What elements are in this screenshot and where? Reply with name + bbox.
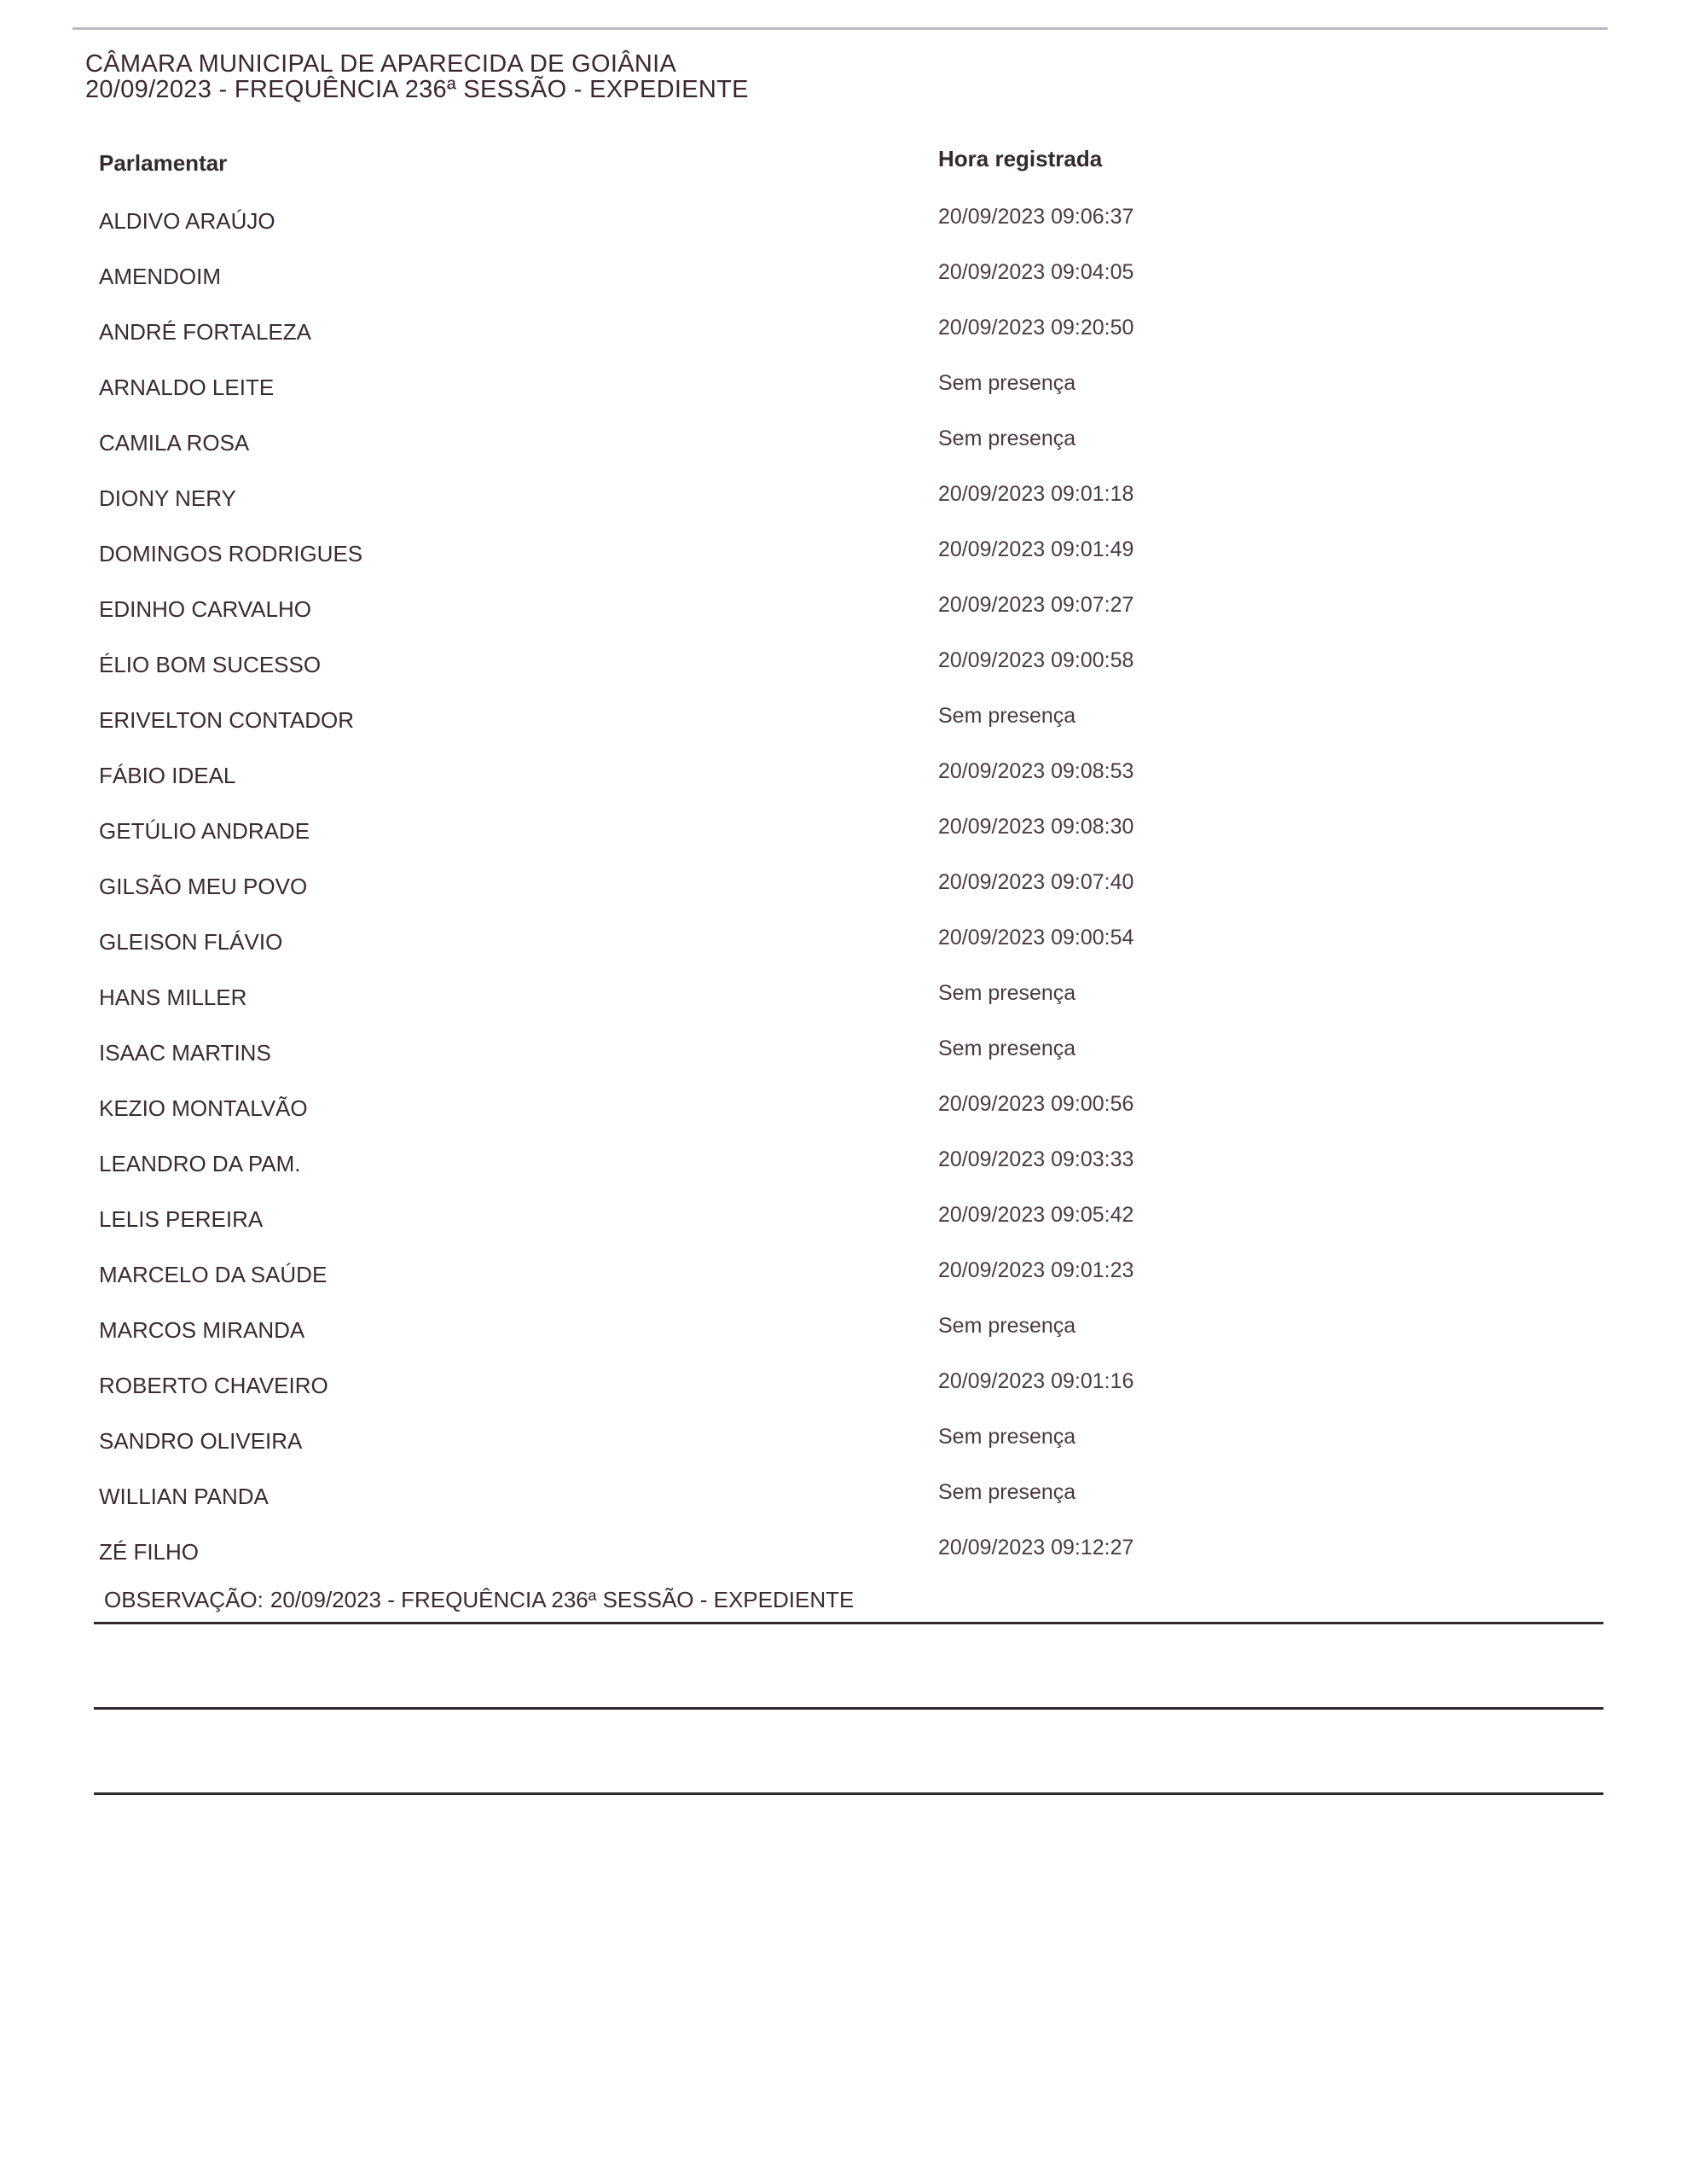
parlamentar-name: CAMILA ROSA [99, 430, 250, 456]
parlamentar-name: FÁBIO IDEAL [99, 763, 236, 788]
table-row [0, 1037, 1687, 1074]
column-header-hora: Hora registrada [938, 146, 1103, 171]
observation-label: OBSERVAÇÃO: [104, 1587, 264, 1612]
table-row [0, 815, 1687, 852]
parlamentar-name: ZÉ FILHO [99, 1539, 200, 1565]
table-row [0, 1147, 1687, 1185]
registered-time: 20/09/2023 09:00:58 [938, 648, 1134, 672]
parlamentar-name: ROBERTO CHAVEIRO [99, 1373, 328, 1398]
table-row [0, 648, 1687, 686]
parlamentar-name: KEZIO MONTALVÃO [99, 1095, 308, 1121]
parlamentar-name: WILLIAN PANDA [99, 1484, 269, 1509]
registered-time: 20/09/2023 09:04:05 [938, 260, 1134, 284]
observation-text: 20/09/2023 - FREQUÊNCIA 236ª SESSÃO - EXPEDIENTE [270, 1587, 855, 1612]
parlamentar-name: ANDRÉ FORTALEZA [99, 319, 311, 345]
document-header [85, 51, 749, 102]
parlamentar-name: GLEISON FLÁVIO [99, 929, 283, 955]
registered-time: Sem presença [938, 371, 1076, 395]
registered-time: 20/09/2023 09:01:18 [938, 482, 1134, 506]
parlamentar-name: HANS MILLER [99, 985, 247, 1010]
table-row [0, 537, 1687, 575]
table-row [0, 1425, 1687, 1462]
table-row [0, 260, 1687, 298]
parlamentar-name: DIONY NERY [99, 485, 236, 511]
registered-time: 20/09/2023 09:00:56 [938, 1092, 1134, 1116]
signature-line-1 [94, 1622, 1603, 1624]
parlamentar-name: ÉLIO BOM SUCESSO [99, 652, 322, 677]
column-header-parlamentar: Parlamentar [99, 150, 228, 176]
registered-time: 20/09/2023 09:07:40 [938, 870, 1134, 894]
registered-time: Sem presença [938, 1314, 1076, 1338]
parlamentar-name: EDINHO CARVALHO [99, 596, 311, 622]
table-row [0, 427, 1687, 464]
parlamentar-name: MARCOS MIRANDA [99, 1317, 305, 1343]
table-row [0, 1536, 1687, 1573]
observation-line [104, 1587, 854, 1613]
top-divider [72, 27, 1608, 30]
registered-time: Sem presença [938, 1425, 1076, 1449]
table-row [0, 926, 1687, 963]
registered-time: 20/09/2023 09:01:16 [938, 1369, 1134, 1393]
registered-time: Sem presença [938, 427, 1076, 450]
table-row [0, 870, 1687, 908]
parlamentar-name: GILSÃO MEU POVO [99, 874, 308, 899]
registered-time: 20/09/2023 09:12:27 [938, 1536, 1134, 1560]
signature-line-3 [94, 1792, 1603, 1795]
institution-name: CÂMARA MUNICIPAL DE APARECIDA DE GOIÂNIA [85, 50, 677, 78]
table-row [0, 482, 1687, 520]
registered-time: Sem presença [938, 1037, 1076, 1060]
table-row [0, 316, 1687, 353]
table-row [0, 1258, 1687, 1296]
table-row [0, 205, 1687, 242]
parlamentar-name: GETÚLIO ANDRADE [99, 818, 310, 844]
table-row [0, 1480, 1687, 1518]
registered-time: 20/09/2023 09:08:30 [938, 815, 1134, 839]
table-row [0, 1369, 1687, 1407]
registered-time: 20/09/2023 09:01:23 [938, 1258, 1134, 1282]
table-row [0, 1092, 1687, 1130]
table-row [0, 593, 1687, 630]
registered-time: 20/09/2023 09:05:42 [938, 1203, 1134, 1227]
registered-time: 20/09/2023 09:03:33 [938, 1147, 1134, 1171]
parlamentar-name: DOMINGOS RODRIGUES [99, 541, 363, 566]
registered-time: 20/09/2023 09:06:37 [938, 205, 1134, 229]
table-row [0, 704, 1687, 741]
registered-time: Sem presença [938, 981, 1076, 1005]
table-row [0, 371, 1687, 409]
parlamentar-name: LEANDRO DA PAM. [99, 1151, 301, 1176]
registered-time: 20/09/2023 09:08:53 [938, 759, 1134, 783]
registered-time: Sem presença [938, 1480, 1076, 1504]
parlamentar-name: ARNALDO LEITE [99, 375, 275, 400]
registered-time: 20/09/2023 09:07:27 [938, 593, 1134, 617]
parlamentar-name: MARCELO DA SAÚDE [99, 1262, 328, 1287]
signature-line-2 [94, 1707, 1603, 1710]
parlamentar-name: AMENDOIM [99, 264, 221, 289]
parlamentar-name: ISAAC MARTINS [99, 1040, 271, 1066]
parlamentar-name: LELIS PEREIRA [99, 1206, 264, 1232]
registered-time: 20/09/2023 09:20:50 [938, 316, 1134, 340]
registered-time: 20/09/2023 09:00:54 [938, 926, 1134, 950]
table-row [0, 1203, 1687, 1240]
table-row [0, 981, 1687, 1019]
table-row [0, 759, 1687, 797]
registered-time: 20/09/2023 09:01:49 [938, 537, 1134, 561]
table-row [0, 1314, 1687, 1351]
registered-time: Sem presença [938, 704, 1076, 728]
parlamentar-name: ERIVELTON CONTADOR [99, 707, 355, 733]
session-title: 20/09/2023 - FREQUÊNCIA 236ª SESSÃO - EXPEDIENTE [85, 76, 749, 103]
parlamentar-name: SANDRO OLIVEIRA [99, 1428, 303, 1454]
parlamentar-name: ALDIVO ARAÚJO [99, 208, 275, 234]
